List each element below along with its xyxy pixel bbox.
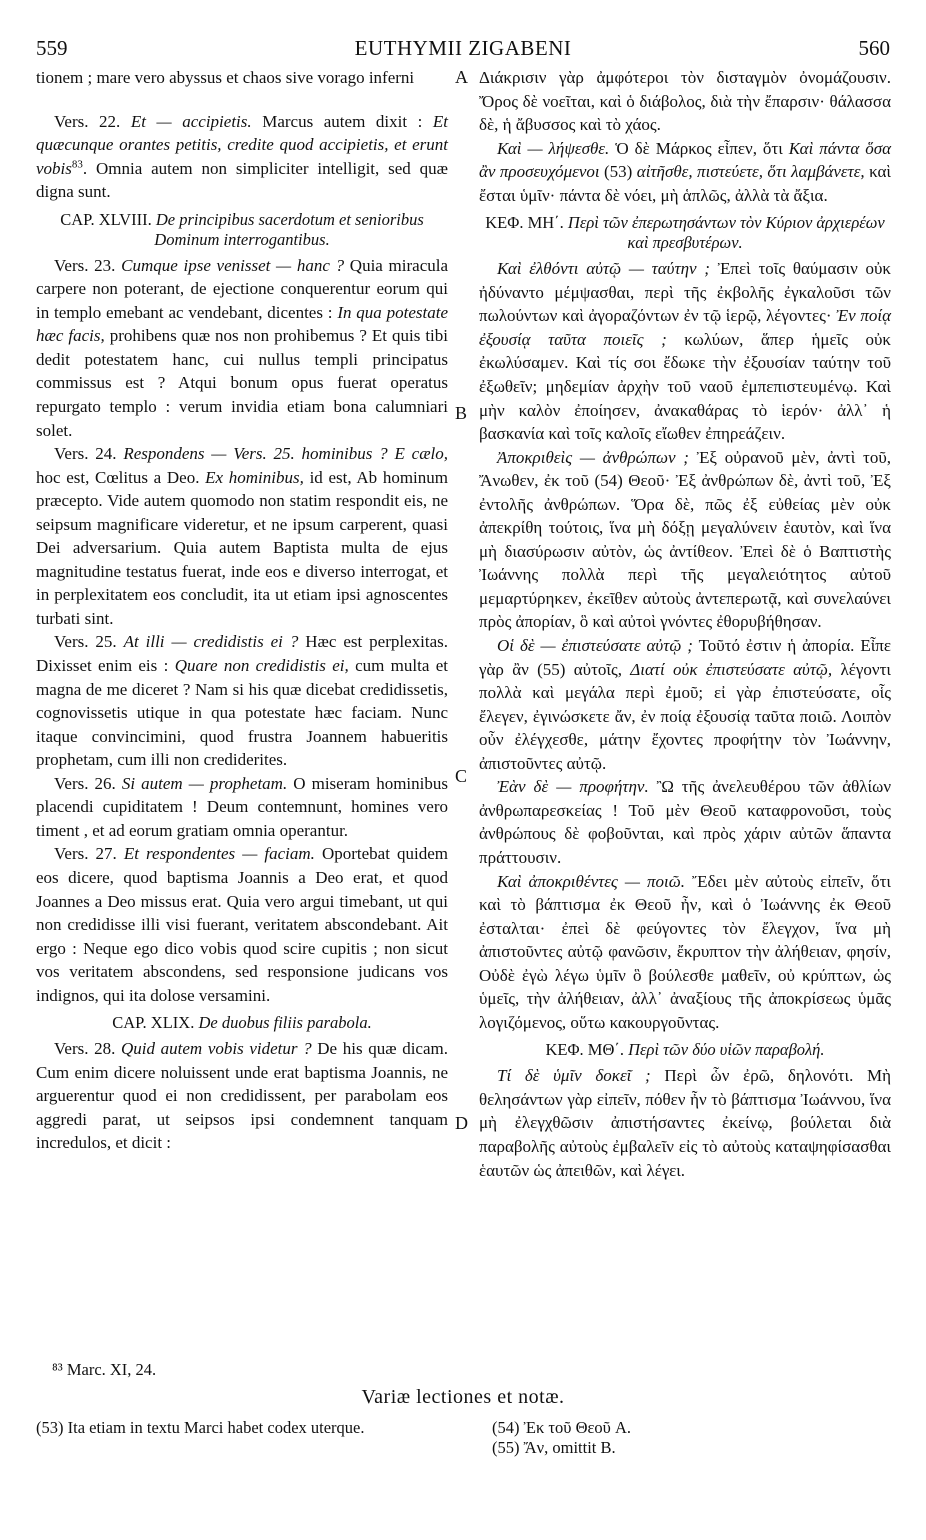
paragraph: Vers. 26. Si autem — prophetam. O miseram hominibus placendi cupiditatem ! Deum contemnunt, homines vero timent , et ad eorum gratiam omnia operantur.	[36, 773, 448, 840]
chapter-heading: ΚΕΦ. ΜΗ΄. Περὶ τῶν ἐπερωτησάντων τὸν Κύριον ἀρχιερέων καὶ πρεσβυτέρων.	[485, 213, 885, 253]
footnote-marker: 83	[71, 157, 83, 170]
variant-note: (54) Ἐκ τοῦ Θεοῦ A.	[492, 1418, 632, 1437]
margin-letter-a: A	[455, 67, 468, 87]
latin-column	[36, 66, 448, 1155]
paragraph: Vers. 25. At illi — credidistis ei ? Hæc est perplexitas. Dixisset enim eis : Quare non credidistis ei, cum multa et magna de me diceret ? Nam si his quæ dicebat credidissetis, cognovissetis utique in qua potestate hæc faciam. Nunc itaque convincimini, quod frustra Joannem habueritis prophetam, cum illi non crediderites.	[36, 632, 448, 770]
paragraph: Ἐὰν δὲ — προφήτην. Ὢ τῆς ἀνελευθέρου τῶν ἀθλίων ἀνθρωπαρεσκείας ! Τοῦ μὲν Θεοῦ καταφρονοῦσι, τοὺς ἀνθρώπους δὲ φοβοῦνται, καὶ πρὸς χάριν αὐτῶν ἅπαντα πράττουσιν.	[479, 777, 892, 867]
paragraph: Vers. 28. Quid autem vobis videtur ? De his quæ dicam. Cum enim dicere noluissent unde erat baptisma Joannis, ne arguerentur quod ei non credidissent, per parabolam eos aggredi parat, ut seipsos ipsi condemnent tanquam incredulos, et dicit :	[36, 1039, 448, 1153]
margin-letter-b: B	[455, 403, 468, 423]
paragraph: Καὶ — λήψεσθε. Ὁ δὲ Μάρκος εἶπεν, ὅτι Καὶ πάντα ὅσα ἂν προσευχόμενοι (53) αἰτῆσθε, πιστεύετε, ὅτι λαμβάνετε, καὶ ἔσται ὑμῖν· πάντα δὲ νόει, μὴ ἁπλῶς, ἀλλὰ τὰ ἄξια.	[479, 138, 892, 205]
chapter-heading: CAP. XLIX. De duobus filiis parabola.	[112, 1013, 372, 1033]
chapter-heading: CAP. XLVIII. De principibus sacerdotum et senioribus Dominum interrogantibus.	[60, 209, 424, 249]
notes-title: Variæ lectiones et notæ.	[361, 1386, 565, 1408]
paragraph: Ἀποκριθεὶς — ἀνθρώπων ; Ἐξ οὐρανοῦ μὲν, ἀντὶ τοῦ, Ἄνωθεν, ἐκ τοῦ (54) Θεοῦ· Ἐξ ἀνθρώπων δὲ, ἀντὶ τοῦ, Ἐξ ἐντολῆς ἀνθρώπων. Ὅρα δὲ, πῶς ἐξ εὐθείας μὲν οὐκ ἀπεκρίθη τούτοις, ἵνα μὴ δόξῃ μεγαλύνειν ἑαυτὸν, καὶ ἵνα μὴ διασύρωσιν αὐτὸν, ὡς ἀντίθεον. Ἐπεὶ δὲ ὁ Βαπτιστὴς Ἰωάννης πολλὰ περὶ τῆς μεγαλειότητος αὐτοῦ μεμαρτύρηκεν, ἐκεῖθεν αὐτοὺς ἀντεπερωτᾷ, καὶ συνελαύνει πρὸς ἀπορίαν, ὃ καὶ αὐτοὶ γνόντες ἐθορυβήθησαν.	[479, 447, 891, 632]
page-number-right: 560	[858, 36, 890, 60]
paragraph: Vers. 22. Et — accipietis. Marcus autem dixit : Et quæcunque orantes petitis, credite quod accipietis, et erunt vobis$^{83}$. Omnia autem non simpliciter intelligit, sed quæ digna sunt.	[36, 111, 449, 202]
margin-letter-c: C	[455, 766, 468, 786]
variant-note: (53) Ita etiam in textu Marci habet codex uterque.	[36, 1418, 365, 1437]
paragraph: Vers. 23. Cumque ipse venisset — hanc ? Quia miracula carpere non poterant, de ejectione conquerentur eorum qui in templo emebant ac vendebant, dicentes : In qua potestate hæc facis, prohibens quæ nos non prohibemus ? Et quis tibi dedit potestatem hanc, cui nullus templi principatus commissus est ? Atqui bonum opus fuerat operatus repurgato templo : verum invidia etiam bona calumniari solet.	[36, 255, 449, 440]
running-title: EUTHYMII ZIGABENI	[354, 36, 572, 60]
greek-column	[479, 66, 891, 1182]
running-header	[36, 36, 890, 66]
paragraph: Οἱ δὲ — ἐπιστεύσατε αὐτῷ ; Τοῦτό ἐστιν ἡ ἀπορία. Εἶπε γὰρ ἂν (55) αὐτοῖς, Διατί οὐκ ἐπιστεύσατε αὐτῷ, λέγοντι πολλὰ καὶ μεγάλα περὶ ἐμοῦ; εἰ γὰρ ἐπιστεύσατε, οἷς ἔλεγεν, ἐγινώσκετε ἄν, ἐν ποίᾳ ἐξουσίᾳ ταῦτα ποιῶ. Λοιπὸν οὖν ἐλέγχεσθε, μάτην ἔχοντες προφήτην τὸν Ἰωάννην, ἀπιστοῦντες αὐτῷ.	[479, 636, 891, 773]
variant-notes-right	[492, 1418, 892, 1458]
paragraph: tionem ; mare vero abyssus et chaos sive vorago inferni	[36, 68, 415, 87]
paragraph: Καὶ ἀποκριθέντες — ποιῶ. Ἔδει μὲν αὐτοὺς εἰπεῖν, ὅτι καὶ τὸ βάπτισμα ἐκ Θεοῦ ἦν, καὶ ὁ Ἰωάννης ἐκ Θεοῦ ἐσταλται· ἐπεὶ δὲ φεύγοντες τὸν ἔλεγχον, ἵνα μὴ ἀπιστοῦντες αὐτῷ φανῶσιν, ἔκρυπτον τὴν ἀλήθειαν, φησίν, Οὐδὲ ἐγὼ λέγω ὑμῖν ὃ βούλεσθε μαθεῖν, οὐ κρύπτων, ὡς ὑμεῖς, τὴν ἀλήθειαν, ἀλλ᾽ ἀναξίους τῆς ἀποκρίσεως ὑμᾶς λογιζόμενος, οὕτω κακουργοῦντας.	[479, 871, 891, 1032]
page-number-left: 559	[36, 36, 68, 60]
chapter-heading: ΚΕΦ. ΜΘ΄. Περὶ τῶν δύο υἱῶν παραβολή.	[545, 1040, 825, 1060]
paragraph: Τί δὲ ὑμῖν δοκεῖ ; Περὶ ὧν ἐρῶ, δηλονότι. Μὴ θελησάντων γὰρ εἰπεῖν, πόθεν ἦν τὸ βάπτισμα Ἰωάννου, ἵνα μὴ ἐλεγχθῶσιν ἀπιστήσαντες ἐκείνῳ, βούλεται διὰ παραβολῆς αὐτοὺς ἐμβαλεῖν εἰς τὸ αὐτοὺς καταψηφίσασθαι ἑαυτῶν ὡς ἀπειθῶν, καὶ λέγει.	[479, 1066, 892, 1180]
margin-letter-d: D	[455, 1113, 468, 1133]
paragraph: Vers. 27. Et respondentes — faciam. Oportebat quidem eos dicere, quod baptisma Joannis a Deo erat, et quod Joannes a Deo missus erat. Quia vero argui timebant, ut qui non credidisse illi visi fuerant, veritatem abscondebant. Ait ergo : Neque ego dico vobis quod scire cupitis ; non sicut vos veritatem abscondens, sed responsione judicans vos indignos, qui ita dolose versamini.	[36, 844, 449, 1005]
variant-note: (55) Ἄν, omittit B.	[492, 1438, 616, 1457]
footnote: ⁸³ Marc. XI, 24.	[52, 1360, 157, 1379]
paragraph: Διάκρισιν γὰρ ἀμφότεροι τὸν δισταγμὸν ὀνομάζουσιν. Ὄρος δὲ νοεῖται, καὶ ὁ διάβολος, διὰ τὴν ἔπαρσιν· θάλασσα δὲ, ἡ ἄβυσσος καὶ τὸ χάος.	[479, 68, 891, 135]
paragraph: Καὶ ἐλθόντι αὐτῷ — ταύτην ; Ἐπεὶ τοῖς θαύμασιν οὐκ ἠδύναντο μέμψασθαι, περὶ τῆς ἐκβολῆς ἐγκαλοῦσι τῶν πωλούντων καὶ ἀγοραζόντων ἐν τῷ ἱερῷ, λέγοντες· Ἐν ποίᾳ ἐξουσίᾳ ταῦτα ποιεῖς ; κωλύων, ἅπερ ἡμεῖς οὐκ ἐκωλύσαμεν. Καὶ τίς σοι ἔδωκε τὴν ἐξουσίαν ταύτην τοῦ ἐξωθεῖν; μηδεμίαν ἀρχὴν τοῦ ναοῦ ἐμπεπιστευμένῳ. Καὶ μὴν καλὸν ἐποίησεν, ἀνακαθάρας τὸ ἱερόν· ἀλλ᾽ ἡ βασκανία καὶ τοῖς καλοῖς εἴωθεν ἐπηρεάζειν.	[479, 259, 891, 444]
paragraph: Vers. 24. Respondens — Vers. 25. hominibus ? E cælo, hoc est, Cœlitus a Deo. Ex hominibus, id est, Ab hominum præcepto. Vide autem quomodo non statim respondit eis, ne seipsum magnificare videretur, et ne ipsum carperent, quasi Dei adversarium. Quia autem Baptista multa de ejus magnitudine testatus fuerat, inde eos e diverso interrogat, et in perplexitatem eos concludit, ita ut etiam ipsi agnoscentes turbati sint.	[36, 444, 449, 628]
